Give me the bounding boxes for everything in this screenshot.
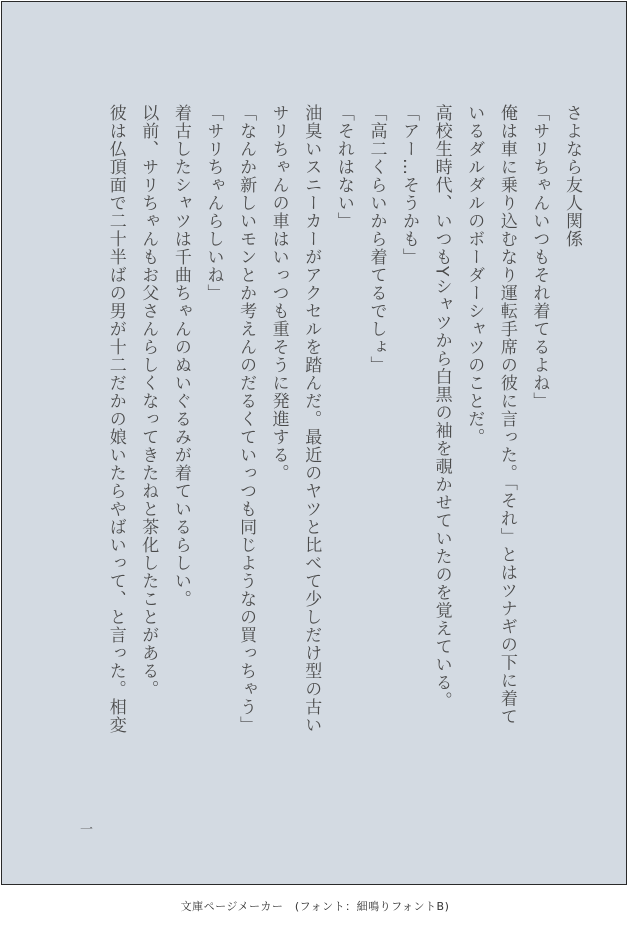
text-line: 油臭いスニーカーがアクセルを踏んだ。最近のヤツと比べて少しだけ型の古い	[301, 104, 322, 734]
text-line: 「サリちゃんいつもそれ着てるよね」	[529, 104, 550, 410]
text-line: 着古したシャツは千曲ちゃんのぬいぐるみが着ているらしい。	[170, 104, 191, 608]
text-line: 「高二くらいから着てるでしょ」	[366, 104, 387, 374]
footer-credit: 文庫ページメーカー (フォント：細鳴りフォントB)	[180, 900, 450, 913]
chapter-title: さよなら友人関係	[562, 104, 582, 248]
text-line: 「なんか新しいモンとか考えんのだるくていっつも同じようなの買っちゃう」	[236, 104, 257, 734]
page-number: 一	[77, 822, 92, 835]
text-line: 「アー…そうかも」	[399, 104, 420, 266]
text-line: 「サリちゃんらしいね」	[203, 104, 224, 302]
book-page	[1, 1, 627, 885]
text-line: 彼は仏頂面で二十半ばの男が十二だかの娘いたらやばいって、と言った。相変	[105, 104, 126, 734]
text-line: 以前、サリちゃんもお父さんらしくなってきたねと茶化したことがある。	[138, 104, 159, 698]
vertical-text-body	[99, 104, 588, 804]
text-line: 「それはない」	[333, 104, 354, 230]
text-line: 俺は車に乗り込むなり運転手席の彼に言った。「それ」とはツナギの下に着て	[496, 104, 517, 726]
text-line: 高校生時代、いつもYシャツから白黒の袖を覗かせていたのを覚えている。	[431, 104, 452, 710]
text-line: いるダルダルのボーダーシャツのことだ。	[464, 104, 485, 446]
text-line: サリちゃんの車はいっつも重そうに発進する。	[268, 104, 289, 482]
